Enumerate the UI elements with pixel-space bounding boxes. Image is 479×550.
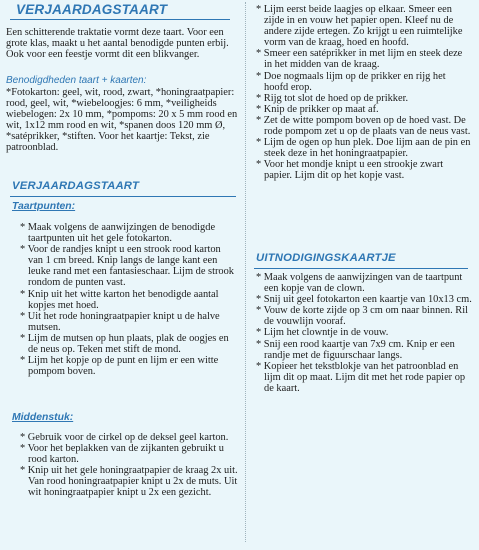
list-item: * Voor de randjes knipt u een strook rood karton van 1 cm breed. Knip langs de lange kant een leuke rand met een fantasieschaar. Lijm de strook rondom de punten vast.	[20, 244, 235, 289]
list-item: * Voor het mondje knipt u een strookje zwart papier. Lijm dit op het kopje vast.	[256, 159, 444, 182]
list-item: * Lijm eerst beide laagjes op elkaar. Smeer een zijde in en vouw het papier open. Kleef nu de andere zijde ertegen. Zo krijgt u een ruimtelijke vorm van de kraag, hoed en hoofd.	[256, 4, 463, 49]
materials-text: *Fotokarton: geel, wit, rood, zwart, *honingraatpapier: rood, geel, wit, *wiebeloogjes: 6 mm, *veiligheids wiebelogen: 2x 10 mm, *pompoms: 20 x 5 mm rood en wit, 1x12 mm rood en wit, *spanen doos 120 mm Ø, *satéprikker, *stiften. Voor het kaartje: Tekst, zie patroonblad.	[6, 87, 238, 153]
section-title-taart: VERJAARDAGSTAART	[12, 180, 140, 192]
list-item: * Maak volgens de aanwijzingen van de taartpunt een kopje van de clown.	[256, 272, 463, 295]
list-item: * Knip uit het gele honingraatpapier de kraag 2x uit. Van rood honingraatpapier knipt u 2x de muts. Uit wit honingraatpapier knipt u 2x een gezicht.	[20, 465, 238, 499]
page-title: VERJAARDAGSTAART	[16, 2, 168, 17]
list-item: * Doe nogmaals lijm op de prikker en rijg het hoofd erop.	[256, 70, 446, 93]
list-item: * Kopieer het tekstblokje van het patroonblad en lijm dit op maat. Lijm dit met het rode papier op de kaart.	[256, 360, 466, 394]
intro-paragraph: Een schitterende traktatie vormt deze taart. Voor een grote klas, maakt u het aantal benodigde punten erbij. Ook voor een feestje vormt dit een blikvanger.	[6, 27, 229, 60]
section-underline	[10, 196, 236, 197]
list-item: * Gebruik voor de cirkel op de deksel geel karton.	[20, 432, 229, 443]
list-item: * Lijm het kopje op de punt en lijm er een witte pompom boven.	[20, 355, 219, 378]
continued-instructions-list	[256, 4, 472, 182]
list-item: * Knip de prikker op maat af.	[256, 103, 379, 115]
list-item: * Smeer een satéprikker in met lijm en steek deze in het midden van de kraag.	[256, 48, 463, 71]
title-underline	[10, 19, 230, 20]
list-item: * Lijm de mutsen op hun plaats, plak de oogjes en de neus op. Teken met stift de mond.	[20, 332, 229, 356]
list-item: * Rijg tot slot de hoed op de prikker.	[256, 92, 409, 104]
section-underline	[254, 268, 468, 269]
list-item: * Maak volgens de aanwijzingen de benodigde taartpunten uit het gele fotokarton.	[20, 222, 216, 245]
list-item: * Knip uit het witte karton het benodigde aantal kopjes met hoed.	[20, 288, 219, 311]
taartpunten-list	[20, 222, 238, 377]
list-item: * Snij een rood kaartje van 7x9 cm. Knip er een randje met de figuurschaar langs.	[256, 338, 455, 361]
middenstuk-list	[20, 432, 238, 499]
list-item: * Lijm het clowntje in de vouw.	[256, 327, 389, 339]
list-item: * Lijm de ogen op hun plek. Doe lijm aan de pin en steek deze in het honingraatpapier.	[256, 137, 471, 160]
subtitle-taartpunten: Taartpunten:	[12, 201, 76, 212]
kaart-list	[256, 272, 472, 394]
list-item: * Uit het rode honingraatpapier knipt u de halve mutsen.	[20, 310, 220, 333]
materials-heading: Benodigdheden taart + kaarten:	[6, 75, 147, 86]
section-title-kaart: UITNODIGINGSKAARTJE	[256, 252, 396, 264]
subtitle-middenstuk: Middenstuk:	[12, 412, 74, 423]
list-item: * Voor het beplakken van de zijkanten gebruikt u rood karton.	[20, 443, 224, 466]
column-divider	[245, 2, 246, 542]
list-item: * Snij uit geel fotokarton een kaartje van 10x13 cm.	[256, 294, 472, 306]
list-item: * Zet de witte pompom boven op de hoed vast. De rode pompom zet u op de plaats van de neus vast.	[256, 114, 471, 138]
list-item: * Vouw de korte zijde op 3 cm om naar binnen. Ril de vouwlijn vooraf.	[256, 305, 469, 328]
